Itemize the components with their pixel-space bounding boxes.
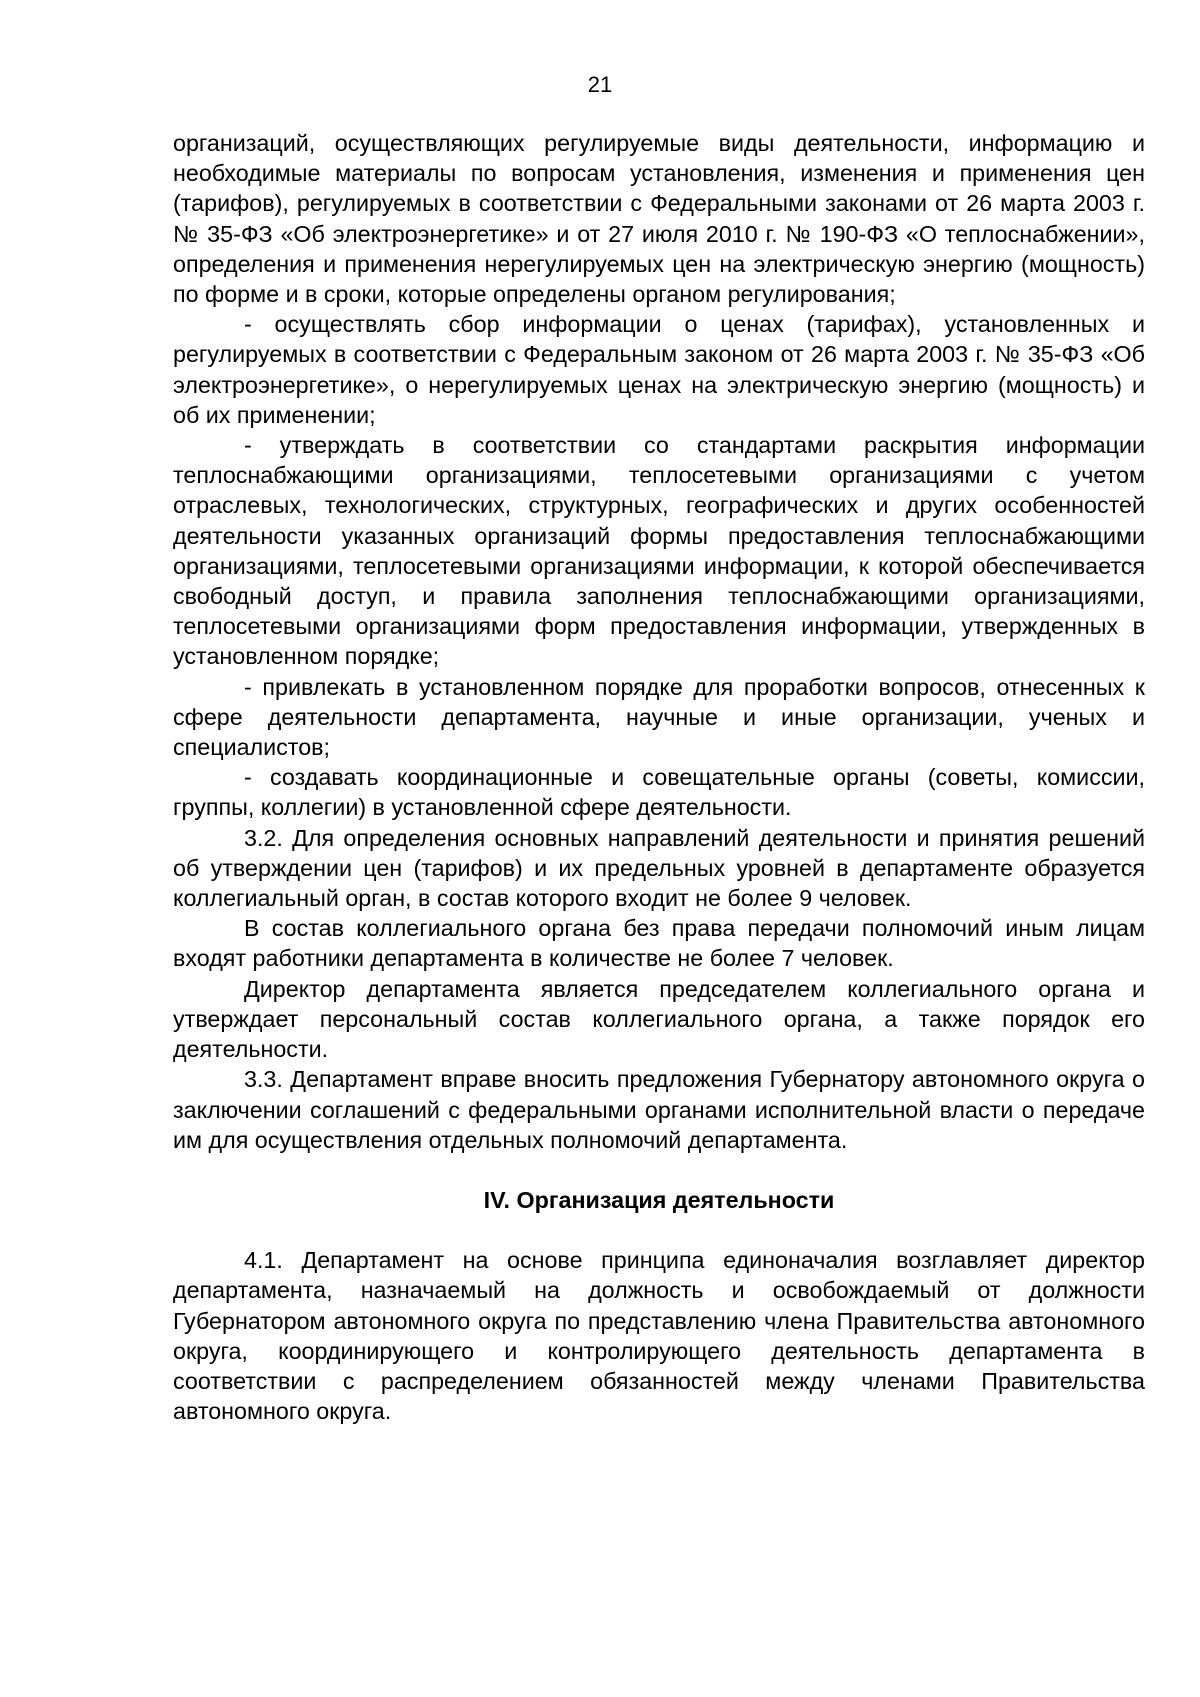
paragraph-approve-disclosure-forms: - утверждать в соответствии со стандартами раскрытия информации теплоснабжающими организациями, теплосетевыми организациями с учетом отраслевых, технологических, структурных, географических и других особенностей деятельности указанных организаций формы предоставления теплоснабжающими организациями, теплосетевыми организациями информации, к которой обеспечивается свободный доступ, и правила заполнения теплоснабжающими организациями, теплосетевыми организациями форм предоставления информации, утвержденных в установленном порядке; (173, 432, 1145, 670)
paragraph-collect-price-info: - осуществлять сбор информации о ценах (тарифах), установленных и регулируемых в соответствии с Федеральным законом от 26 марта 2003 г. № 35-ФЗ «Об электроэнергетике», о нерегулируемых ценах на электрическую энергию (мощность) и об их применении; (173, 311, 1145, 428)
paragraph-collegial-composition: В состав коллегиального органа без права передачи полномочий иным лицам входят работники департамента в количестве не более 7 человек. (173, 915, 1145, 972)
page-number: 21 (587, 72, 613, 97)
section-heading: IV. Организация деятельности (483, 1186, 835, 1213)
paragraph-director-chairman: Директор департамента является председателем коллегиального органа и утверждает персональный состав коллегиального органа, а также порядок его деятельности. (173, 975, 1145, 1063)
paragraph-3-3: 3.3. Департамент вправе вносить предложения Губернатору автономного округа о заключении соглашений с федеральными органами исполнительной власти о передаче им для осуществления отдельных полномочий департамента. (173, 1066, 1145, 1153)
document-body (173, 128, 1145, 1426)
paragraph-engage-organizations: - привлекать в установленном порядке для проработки вопросов, отнесенных к сфере деятельности департамента, научные и иные организации, ученых и специалистов; (173, 673, 1145, 761)
paragraph-continuation: организаций, осуществляющих регулируемые виды деятельности, информацию и необходимые материалы по вопросам установления, изменения и применения цен (тарифов), регулируемых в соответствии с Федеральными законами от 26 марта 2003 г. № 35-ФЗ «Об электроэнергетике» и от 27 июля 2010 г. № 190-ФЗ «О теплоснабжении», определения и применения нерегулируемых цен на электрическую энергию (мощность) по форме и в сроки, которые определены органом регулирования; (173, 130, 1145, 308)
paragraph-3-2: 3.2. Для определения основных направлений деятельности и принятия решений об утверждении цен (тарифов) и их предельных уровней в департаменте образуется коллегиальный орган, в состав которого входит не более 9 человек. (173, 824, 1145, 912)
paragraph-4-1: 4.1. Департамент на основе принципа единоначалия возглавляет директор департамента, назначаемый на должность и освобождаемый от должности Губернатором автономного округа по представлению члена Правительства автономного округа, координирующего и контролирующего деятельность департамента в соответствии с распределением обязанностей между членами Правительства автономного округа. (173, 1247, 1145, 1425)
paragraph-create-advisory-bodies: - создавать координационные и совещательные органы (советы, комиссии, группы, коллегии) в установленной сфере деятельности. (173, 764, 1145, 821)
